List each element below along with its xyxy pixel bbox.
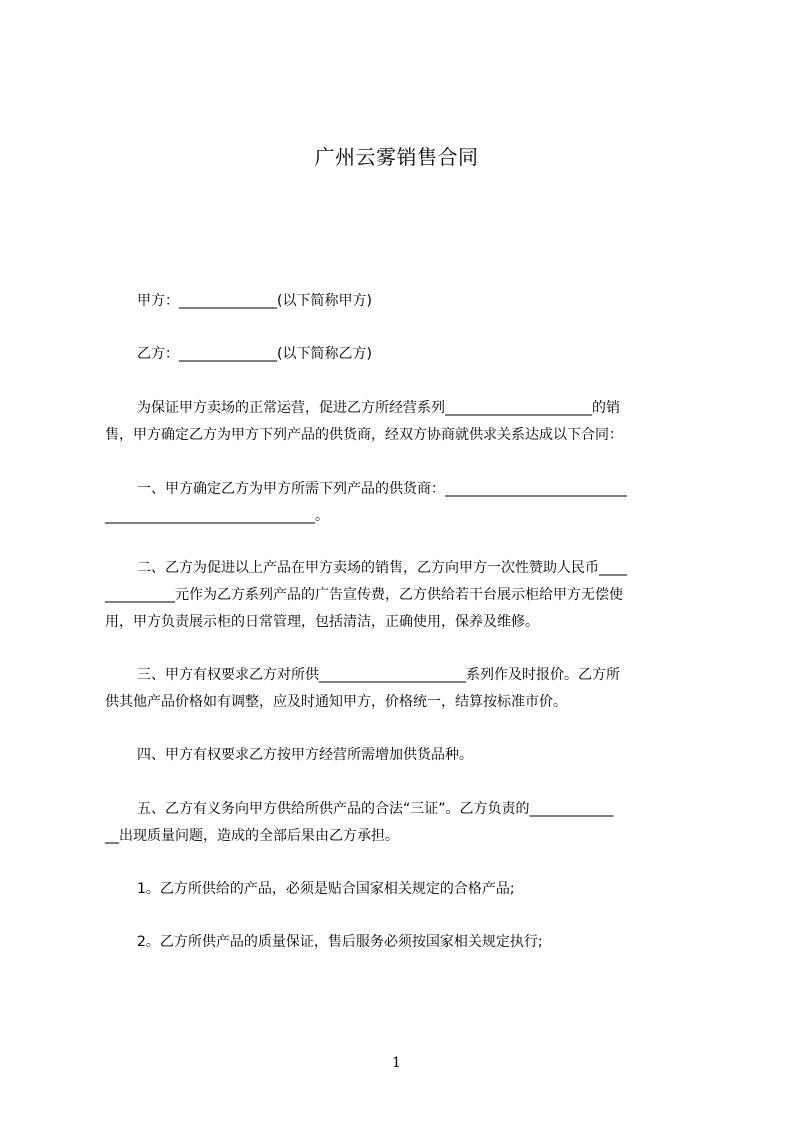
clause-2-line-1: 二、乙方为促进以上产品在甲方卖场的销售，乙方向甲方一次性赞助人民币____ [137, 560, 627, 576]
party-b-line: 乙方：______________(以下简称乙方) [137, 346, 372, 362]
clause-5-line-1: 五、乙方有义务向甲方供给所供产品的合法“三证”。乙方负责的____________ [137, 801, 614, 817]
page-number: 1 [392, 1055, 401, 1071]
item-1-line: 1。乙方所供给的产品，必须是贴合国家相关规定的合格产品; [137, 881, 515, 897]
document-title: 广州云雾销售合同 [314, 145, 479, 169]
clause-3-line-2: 供其他产品价格如有调整，应及时通知甲方，价格统一，结算按标准市价。 [105, 694, 567, 710]
party-a-line: 甲方：______________(以下简称甲方) [137, 293, 372, 309]
intro-line-2: 售，甲方确定乙方为甲方下列产品的供货商，经双方协商就供求关系达成以下合同： [105, 427, 623, 443]
intro-line-1: 为保证甲方卖场的正常运营，促进乙方所经营系列_____________________的销 [137, 400, 620, 416]
clause-1-line-1: 一、甲方确定乙方为甲方所需下列产品的供货商：__________________________ [137, 481, 627, 497]
clause-5-line-2: __出现质量问题，造成的全部后果由乙方承担。 [105, 828, 399, 844]
clause-2-line-2: __________元作为乙方系列产品的广告宣传费，乙方供给若干台展示柜给甲方无偿使 [105, 587, 623, 603]
clause-3-line-1: 三、甲方有权要求乙方对所供_____________________系列作及时报价。乙方所 [137, 667, 620, 683]
clause-1-line-2: ______________________________。 [105, 508, 329, 524]
clause-4-line-1: 四、甲方有权要求乙方按甲方经营所需增加供货品种。 [137, 747, 473, 763]
item-2-line: 2。乙方所供产品的质量保证，售后服务必须按国家相关规定执行; [137, 934, 543, 950]
clause-2-line-3: 用，甲方负责展示柜的日常管理，包括清洁，正确使用，保养及维修。 [105, 614, 539, 630]
